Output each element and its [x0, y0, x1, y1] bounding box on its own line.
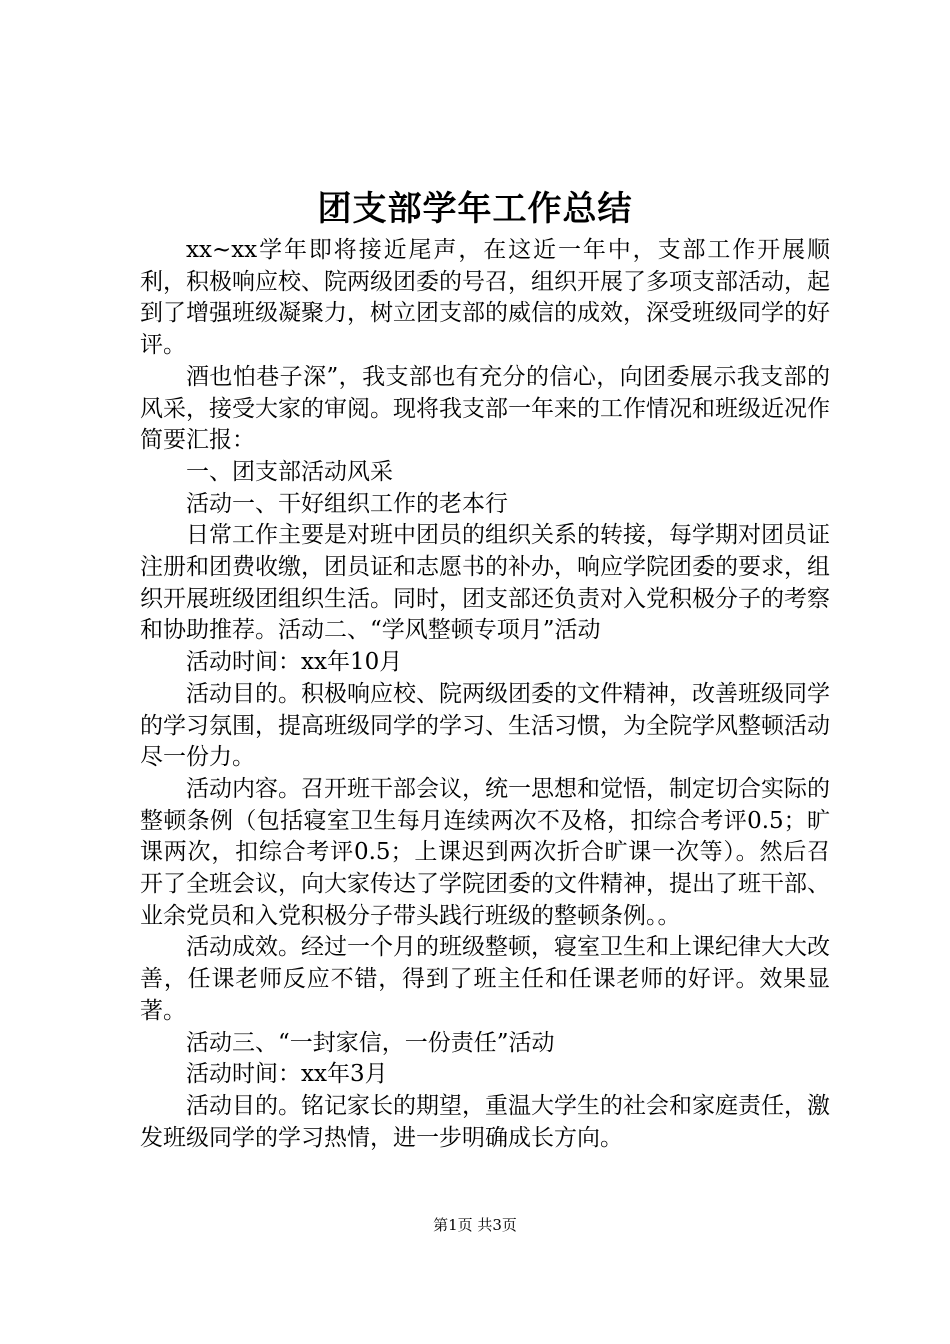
activity-two-time: 活动时间：xx年10月 [186, 649, 403, 676]
activity-two-content: 活动内容。召开班干部会议，统一思想和觉悟，制定切合实际的整顿条例（包括寝室卫生每月连续两次不及格，扣综合考评0.5；旷课两次，扣综合考评0.5；上课迟到两次折合旷课一次等）。然后召开了全班会议，向大家传达了学院团委的文件精神，提出了班干部、业余党员和入党积极分子带头践行班级的整顿条例。。 [140, 775, 830, 929]
page-footer: 第1页 共3页 [433, 1216, 517, 1234]
paragraph-intro: xx~xx学年即将接近尾声，在这近一年中，支部工作开展顺利，积极响应校、院两级团委的号召，组织开展了多项支部活动，起到了增强班级凝聚力，树立团支部的威信的成效，深受班级同学的好评。 [140, 237, 830, 359]
paragraph-confidence: 酒也怕巷子深”，我支部也有充分的信心，向团委展示我支部的风采，接受大家的审阅。现将我支部一年来的工作情况和班级近况作简要汇报： [140, 363, 830, 454]
activity-two-results: 活动成效。经过一个月的班级整顿，寝室卫生和上课纪律大大改善，任课老师反应不错，得到了班主任和任课老师的好评。效果显著。 [140, 934, 830, 1024]
activity-three-purpose: 活动目的。铭记家长的期望，重温大学生的社会和家庭责任，激发班级同学的学习热情，进一步明确成长方向。 [140, 1092, 830, 1151]
activity-two-purpose: 活动目的。积极响应校、院两级团委的文件精神，改善班级同学的学习氛围，提高班级同学的学习、生活习惯，为全院学风整顿活动尽一份力。 [140, 680, 830, 771]
paragraph-daily-work: 日常工作主要是对班中团员的组织关系的转接，每学期对团员证注册和团费收缴，团员证和志愿书的补办，响应学院团委的要求，组织开展班级团组织生活。同时，团支部还负责对入党积极分子的考察和协助推荐。活动二、“学风整顿专项月”活动 [140, 522, 830, 644]
document-title: 团支部学年工作总结 [317, 189, 633, 229]
activity-three-heading: 活动三、“一封家信，一份责任”活动 [186, 1029, 555, 1056]
activity-three-time: 活动时间：xx年3月 [186, 1061, 388, 1088]
section-heading-activities: 一、团支部活动风采 [186, 458, 393, 485]
document-body [140, 235, 830, 1154]
activity-one-heading: 活动一、干好组织工作的老本行 [186, 490, 508, 517]
